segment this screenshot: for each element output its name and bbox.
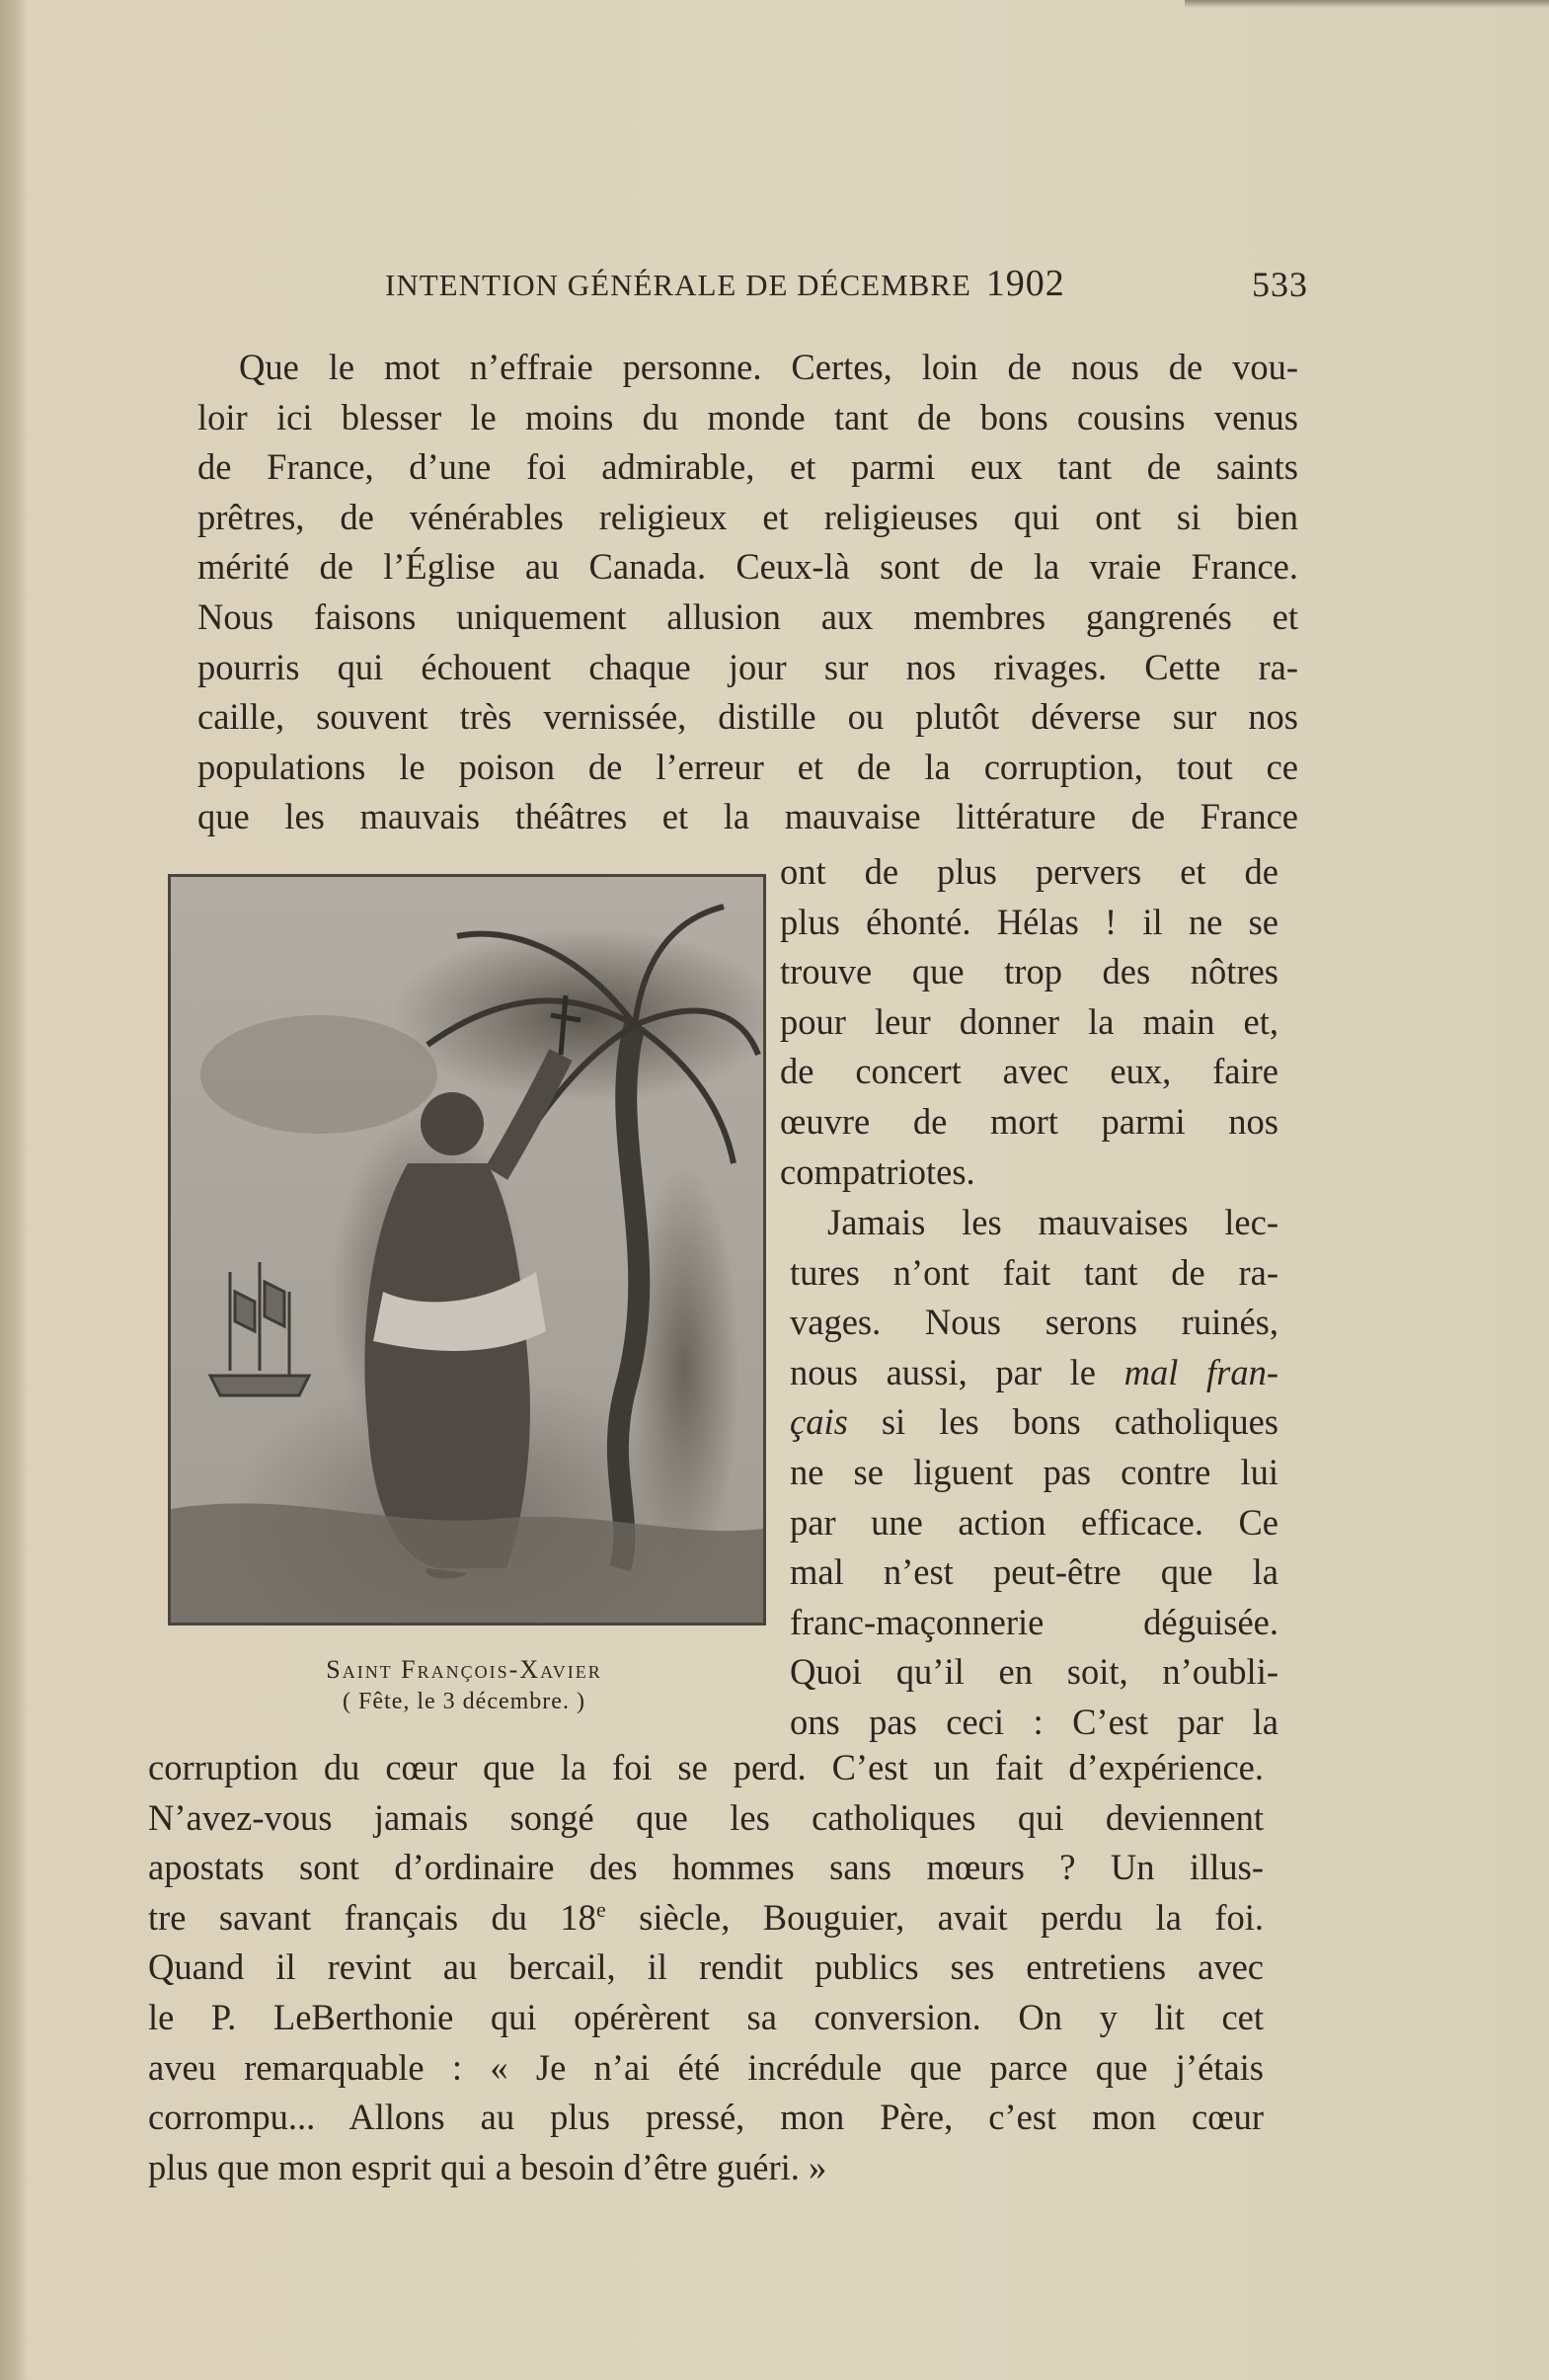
ships	[210, 1262, 309, 1395]
text-line: caille, souvent très vernissée, distille ou plutôt déverse sur nos	[197, 696, 1298, 738]
text-line: de France, d’une foi admirable, et parmi eux tant de saints	[197, 446, 1298, 488]
italic-text: çais	[790, 1401, 848, 1443]
text-run: siècle, Bouguier, avait perdu la foi.	[605, 1896, 1264, 1938]
text-line: pourris qui échouent chaque jour sur nos rivages. Cette ra-	[197, 646, 1298, 687]
paragraph-2-bottom	[148, 1743, 1264, 2192]
text-line: corruption du cœur que la foi se perd. C’est un fait d’expérience.	[148, 1747, 1264, 1787]
figure-caption	[168, 1654, 760, 1717]
text-line: compatriotes.	[780, 1150, 975, 1192]
text-line: Que le mot n’effraie personne. Certes, loin de nous de vou-	[239, 347, 1298, 387]
text-line: vages. Nous serons ruinés,	[790, 1302, 1278, 1343]
text-run: tre savant français du 18	[148, 1896, 596, 1938]
palm-trunk	[618, 1025, 639, 1568]
text-line: plus que mon esprit qui a besoin d’être guéri. »	[148, 2146, 827, 2187]
paragraph-1	[197, 343, 1298, 842]
text-line: Quand il revint au bercail, il rendit publics ses entretiens avec	[148, 1946, 1264, 1988]
text-line: tures n’ont fait tant de ra-	[790, 1251, 1278, 1293]
text-line: le P. LeBerthonie qui opérèrent sa conversion. On y lit cet	[148, 1996, 1264, 2037]
text-line	[148, 1893, 1264, 1944]
text-line: N’avez-vous jamais songé que les catholiques qui deviennent	[148, 1796, 1264, 1838]
text-line: apostats sont d’ordinaire des hommes sans mœurs ? Un illus-	[148, 1847, 1264, 1888]
gutter-shadow	[0, 0, 28, 2380]
running-head-year: 1902	[985, 263, 1065, 304]
text-line: ont de plus pervers et de	[780, 851, 1278, 892]
page-edge-shadow	[1185, 0, 1549, 8]
text-line: par une action efficace. Ce	[790, 1501, 1278, 1543]
text-line: plus éhonté. Hélas ! il ne se	[780, 901, 1278, 942]
text-line: mérité de l’Église au Canada. Ceux-là sont de la vraie France.	[197, 546, 1298, 588]
ground	[171, 1503, 763, 1623]
text-line: mal n’est peut-être que la	[790, 1551, 1278, 1593]
cloud	[200, 1015, 437, 1134]
text-line: corrompu... Allons au plus pressé, mon Père, c’est mon cœur	[148, 2097, 1264, 2138]
text-line: ons pas ceci : C’est par la	[790, 1701, 1278, 1742]
text-line	[790, 1397, 1278, 1448]
engraving-image	[171, 877, 763, 1623]
text-line: aveu remarquable : « Je n’ai été incrédule que parce que j’étais	[148, 2046, 1264, 2088]
text-line	[790, 1348, 1278, 1398]
illustration-saint-francois-xavier	[168, 874, 766, 1626]
page-number: 533	[1252, 265, 1308, 304]
text-line: franc-maçonnerie déguisée.	[790, 1601, 1278, 1642]
text-line: que les mauvais théâtres et la mauvaise littérature de France	[197, 796, 1298, 837]
text-line: loir ici blesser le moins du monde tant de bons cousins venus	[197, 396, 1298, 437]
caption-feast-date: ( Fête, le 3 décembre. )	[343, 1689, 585, 1714]
text-line: Jamais les mauvaises lec-	[827, 1202, 1278, 1242]
text-line: Quoi qu’il en soit, n’oubli-	[790, 1651, 1278, 1693]
italic-text: mal fran-	[1123, 1351, 1279, 1392]
text-line: Nous faisons uniquement allusion aux membres gangrenés et	[197, 595, 1298, 637]
text-line: pour leur donner la main et,	[780, 1000, 1278, 1042]
text-run: si les bons catholiques	[847, 1401, 1278, 1443]
text-line: populations le poison de l’erreur et de la corruption, tout ce	[197, 746, 1298, 787]
text-line: ne se liguent pas contre lui	[790, 1451, 1278, 1492]
text-line: trouve que trop des nôtres	[780, 951, 1278, 992]
caption-name: Saint François-Xavier	[326, 1655, 602, 1684]
paragraph-1-wrap	[780, 847, 1278, 1197]
running-head	[385, 262, 1308, 305]
superscript: e	[595, 1896, 606, 1922]
text-line: œuvre de mort parmi nos	[780, 1100, 1278, 1142]
paragraph-2-wrap	[790, 1198, 1278, 1748]
running-head-title: INTENTION GÉNÉRALE DE DÉCEMBRE	[385, 268, 971, 302]
text-line: prêtres, de vénérables religieux et religieuses qui ont si bien	[197, 496, 1298, 537]
text-run: nous aussi, par le	[790, 1351, 1124, 1392]
text-line: de concert avec eux, faire	[780, 1051, 1278, 1092]
